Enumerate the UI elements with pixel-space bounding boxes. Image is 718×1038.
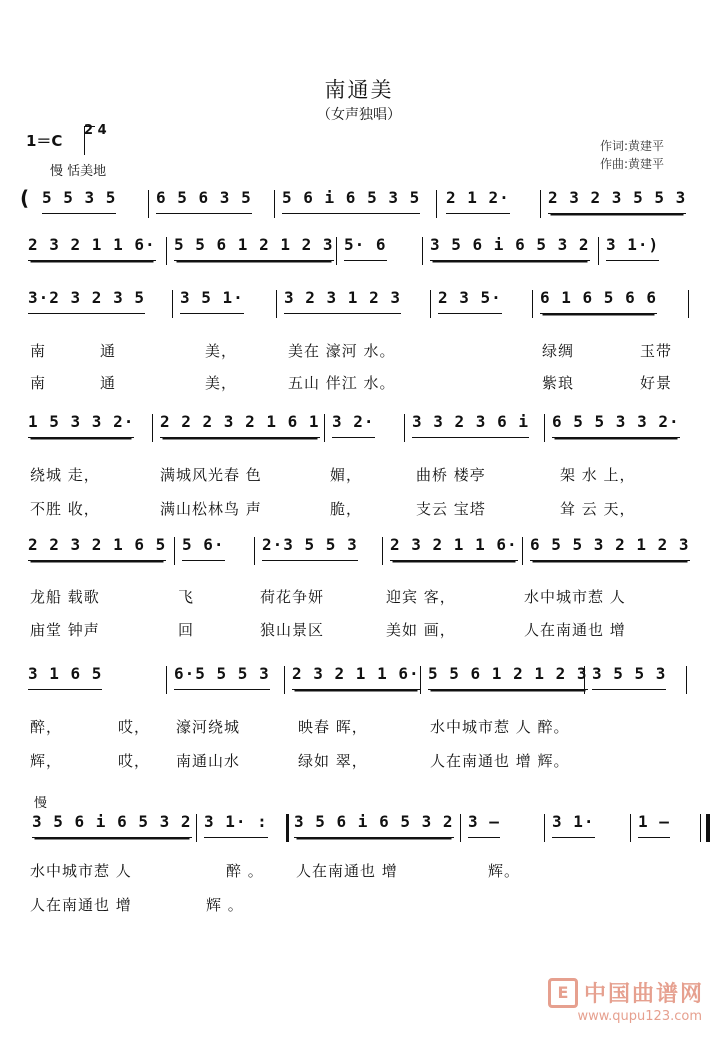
measure: 6·5 5 5 3 — [174, 664, 270, 690]
measure: 3 5 6 i 6 5 3 2 — [294, 812, 454, 838]
measure: 5 6· — [182, 535, 225, 561]
logo-icon: E — [548, 978, 578, 1008]
measure: 3 5 5 3 — [592, 664, 666, 690]
staff-row-5 — [28, 535, 690, 569]
measure: 2 3 2 1 1 6· — [390, 535, 518, 561]
watermark-url[interactable]: www.qupu123.com — [577, 1009, 702, 1024]
time-top: 2 — [84, 123, 94, 138]
staff-row-2 — [28, 235, 690, 269]
measure: 5 6 i 6 5 3 5 — [282, 188, 420, 214]
measure: 3 5 6 i 6 5 3 2 — [430, 235, 590, 261]
logo-text: 中国曲谱网 — [583, 982, 704, 1007]
measure: 3 5 1· — [180, 288, 244, 314]
lyric-line: 醉， 哎， 濠河绕城 映春 晖， 水中城市惹 人 醉。 — [30, 718, 570, 736]
lyric-line: 龙船 载歌 飞 荷花争妍 迎宾 客， 水中城市惹 人 — [30, 588, 626, 606]
time-bottom: 4 — [97, 123, 107, 138]
repeat-paren: ( — [20, 186, 30, 210]
staff-row-1 — [20, 186, 690, 222]
staff-row-4 — [28, 412, 690, 446]
measure: 3 5 6 i 6 5 3 2 — [32, 812, 192, 838]
measure: 6 5 5 3 3 2· — [552, 412, 680, 438]
measure: 2·3 5 5 3 — [262, 535, 358, 561]
measure: 2 1 2· — [446, 188, 510, 214]
measure: 1 5 3 3 2· — [28, 412, 134, 438]
time-signature — [84, 124, 107, 138]
staff-row-6 — [28, 664, 690, 698]
lyric-line: 南 通 美， 美在 濠河 水。 绿绸 玉带 — [30, 342, 673, 360]
measure: 5 5 3 5 — [42, 188, 116, 214]
measure: 2 3 2 1 1 6· — [28, 235, 156, 261]
lyric-line: 不胜 收， 满山松林鸟 声 脆， 支云 宝塔 耸 云 天， — [30, 500, 636, 518]
lyric-line: 辉， 哎， 南通山水 绿如 翠， 人在南通也 增 辉。 — [30, 752, 570, 770]
lyric-line: 庙堂 钟声 回 狼山景区 美如 画， 人在南通也 增 — [30, 621, 626, 639]
measure: 3 1· — [552, 812, 595, 838]
song-subtitle: （女声独唱） — [317, 107, 401, 123]
measure: 3 2· — [332, 412, 375, 438]
measure: 6 5 6 3 5 — [156, 188, 252, 214]
measure: 1 – — [638, 812, 670, 838]
tempo-marking: 慢 恬美地 — [50, 164, 107, 179]
key-signature: 1＝C — [26, 132, 63, 150]
song-title: 南通美 — [324, 78, 394, 102]
measure: 6 5 5 3 2 1 2 3 — [530, 535, 690, 561]
measure: 2 3 2 3 5 5 3 — [548, 188, 686, 214]
measure: 2 3 2 1 1 6· — [292, 664, 420, 690]
measure: 3 – — [468, 812, 500, 838]
measure: 3 3 2 3 6 i — [412, 412, 529, 438]
measure: 6 1 6 5 6 6 — [540, 288, 657, 314]
lyric-line: 南 通 美， 五山 伴江 水。 紫琅 好景 — [30, 374, 673, 392]
measure: 2 2 2 3 2 1 6 1 — [160, 412, 320, 438]
watermark-logo — [548, 977, 704, 1008]
slow-marking: 慢 — [34, 796, 48, 811]
measure: 3 1· : — [204, 812, 268, 838]
measure: 3 1 6 5 — [28, 664, 102, 690]
lyric-line: 绕城 走， 满城风光春 色 媚， 曲桥 楼亭 架 水 上， — [30, 466, 636, 484]
measure: 2 2 3 2 1 6 5 — [28, 535, 166, 561]
measure: 3·2 3 2 3 5 — [28, 288, 145, 314]
measure: 3 1·) — [606, 235, 659, 261]
staff-row-7 — [28, 812, 690, 846]
composer-credit: 作曲:黄建平 — [600, 157, 665, 171]
lyric-line: 水中城市惹 人 醉 。 人在南通也 增 辉。 — [30, 862, 521, 880]
staff-row-3 — [28, 288, 690, 322]
measure: 5 5 6 1 2 1 2 3 — [428, 664, 588, 690]
measure: 5 5 6 1 2 1 2 3 — [174, 235, 334, 261]
lyric-line: 人在南通也 增 辉 。 — [30, 896, 244, 914]
lyricist-credit: 作词:黄建平 — [600, 139, 665, 153]
measure: 5· 6 — [344, 235, 387, 261]
measure: 3 2 3 1 2 3 — [284, 288, 401, 314]
measure: 2 3 5· — [438, 288, 502, 314]
